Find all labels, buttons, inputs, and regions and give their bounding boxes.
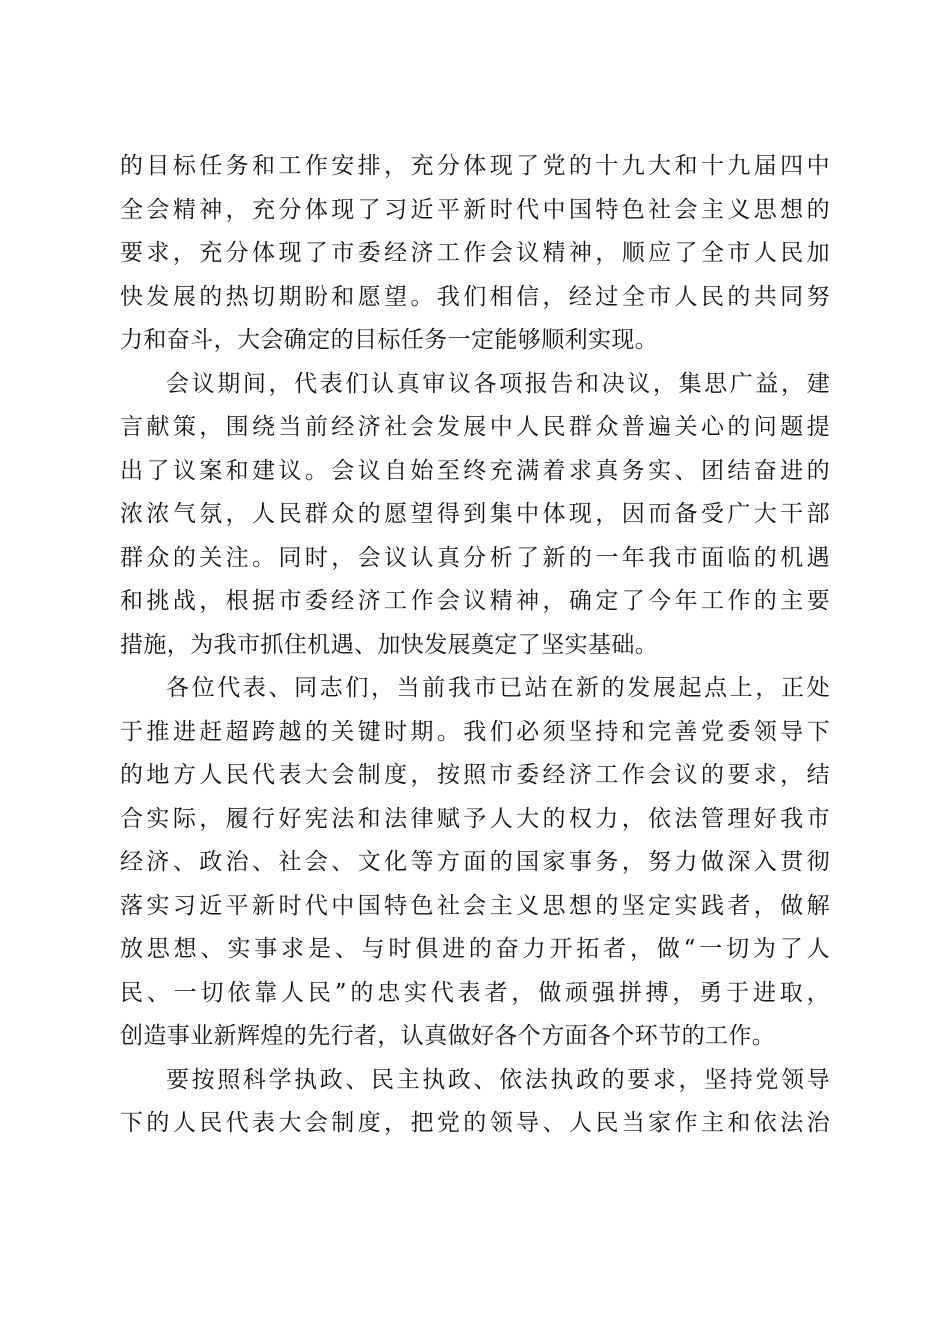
text-line: 的地方人民代表大会制度，按照市委经济工作会议的要求，结 <box>120 762 830 788</box>
text-line: 于推进赶超跨越的关键时期。我们必须坚持和完善党委领导下 <box>120 718 830 745</box>
text-line: 快发展的热切期盼和愿望。我们相信，经过全市人民的共同努 <box>120 283 830 310</box>
text-line: 各位代表、同志们，当前我市已站在新的发展起点上，正处 <box>166 675 830 701</box>
text-line: 民、一切依靠人民”的忠实代表者，做顽强拼搏，勇于进取， <box>120 979 830 1006</box>
text-line: 放思想、实事求是、与时俱进的奋力开拓者，做“一切为了人 <box>120 936 830 962</box>
text-line: 和挑战，根据市委经济工作会议精神，确定了今年工作的主要 <box>120 588 830 614</box>
text-line: 合实际，履行好宪法和法律赋予人大的权力，依法管理好我市 <box>120 805 830 832</box>
text-line: 落实习近平新时代中国特色社会主义思想的坚定实践者，做解 <box>120 892 830 919</box>
body-text <box>120 145 830 1146</box>
text-line: 浓浓气氛，人民群众的愿望得到集中体现，因而备受广大干部 <box>120 501 830 527</box>
text-line: 创造事业新辉煌的先行者，认真做好各个方面各个环节的工作。 <box>120 1023 776 1049</box>
text-line: 下的人民代表大会制度，把党的领导、人民当家作主和依法治 <box>120 1110 830 1136</box>
text-line: 措施，为我市抓住机遇、加快发展奠定了坚实基础。 <box>120 631 659 658</box>
text-line: 出了议案和建议。会议自始至终充满着求真务实、团结奋进的 <box>120 457 830 484</box>
text-line: 要按照科学执政、民主执政、依法执政的要求，坚持党领导 <box>166 1066 830 1093</box>
text-line: 经济、政治、社会、文化等方面的国家事务，努力做深入贯彻 <box>120 849 830 875</box>
text-line: 的目标任务和工作安排，充分体现了党的十九大和十九届四中 <box>120 153 830 179</box>
text-line: 言献策，围绕当前经济社会发展中人民群众普遍关心的问题提 <box>120 414 830 440</box>
text-line: 要求，充分体现了市委经济工作会议精神，顺应了全市人民加 <box>120 240 830 266</box>
text-line: 全会精神，充分体现了习近平新时代中国特色社会主义思想的 <box>120 196 830 223</box>
text-line: 会议期间，代表们认真审议各项报告和决议，集思广益，建 <box>166 370 830 397</box>
text-line: 力和奋斗，大会确定的目标任务一定能够顺利实现。 <box>120 327 659 353</box>
text-line: 群众的关注。同时，会议认真分析了新的一年我市面临的机遇 <box>120 544 830 571</box>
